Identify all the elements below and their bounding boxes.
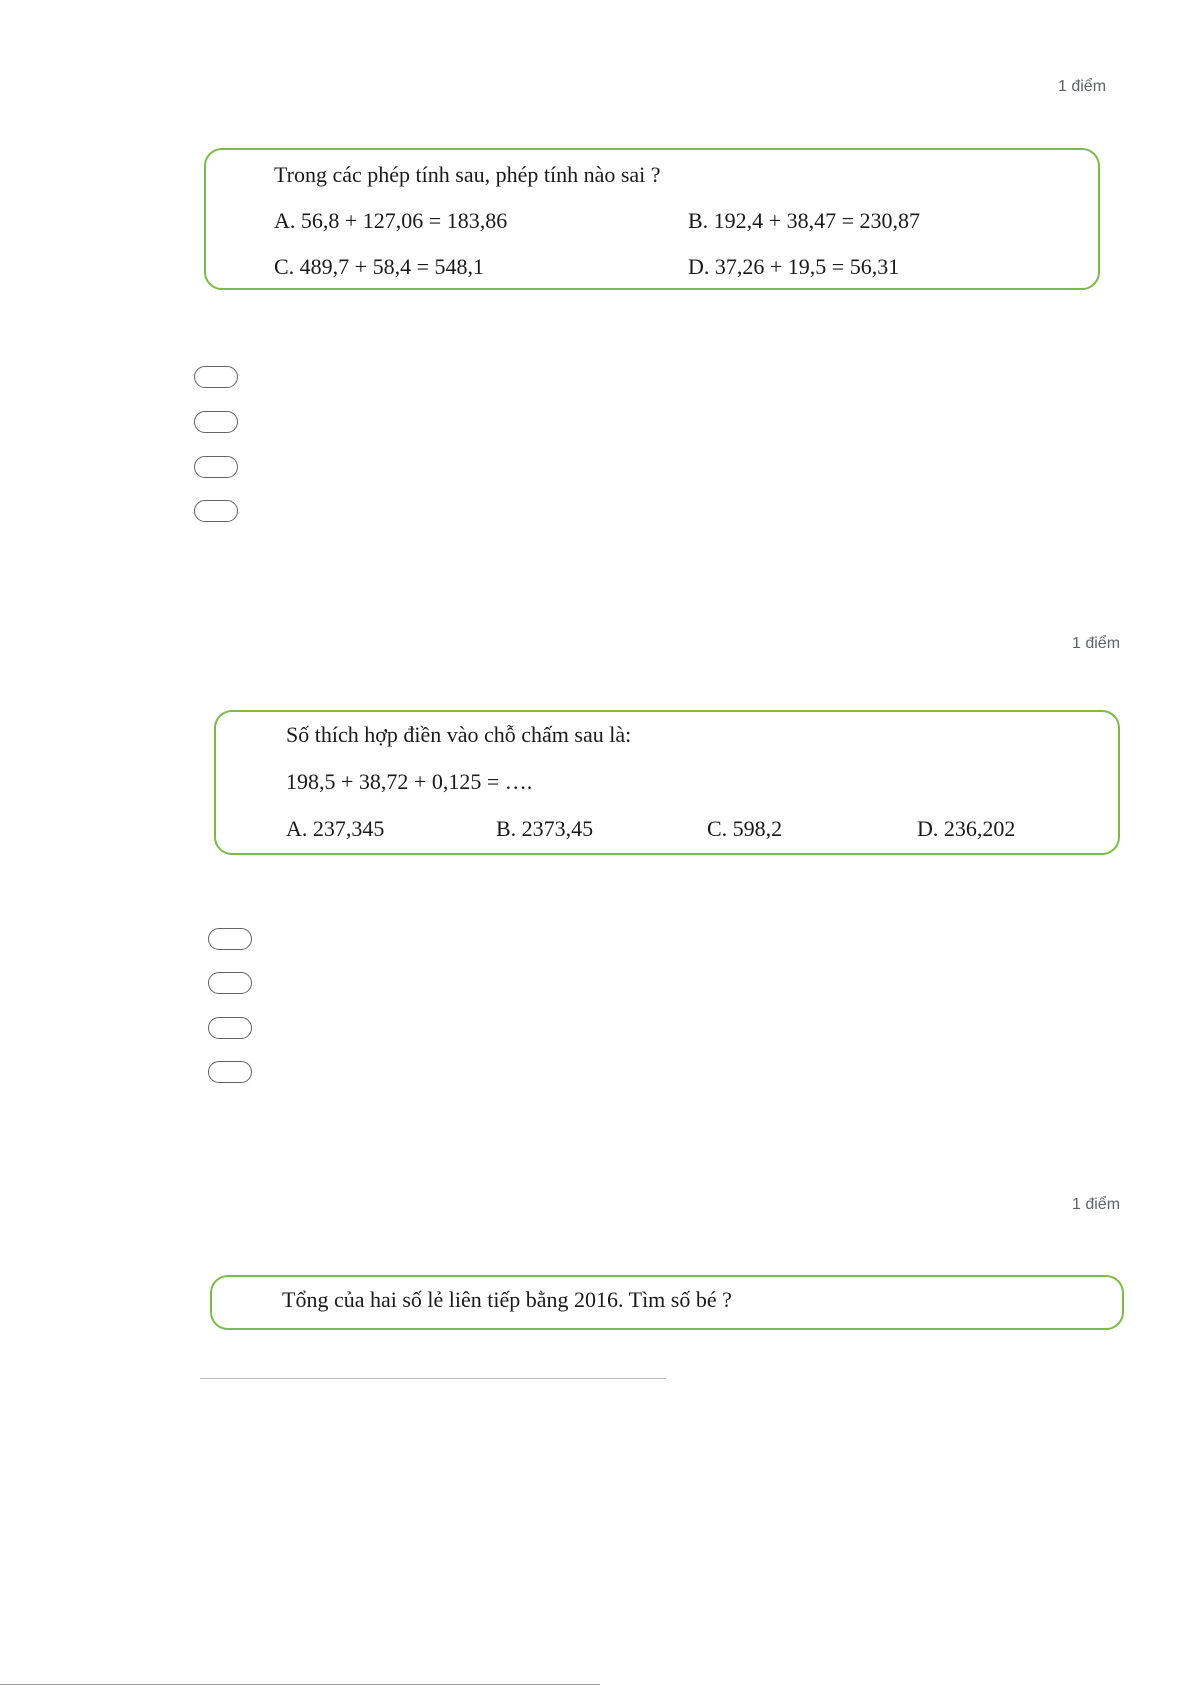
question-2-choice-3-radio[interactable] <box>208 1017 252 1039</box>
question-2-choice-1-radio[interactable] <box>208 928 252 950</box>
question-1-points: 1 điểm <box>1058 78 1107 95</box>
question-1-choice-1-radio[interactable] <box>194 366 238 388</box>
question-2-prompt: Số thích hợp điền vào chỗ chấm sau là: <box>286 722 632 747</box>
question-3-answer-input[interactable] <box>200 1378 666 1379</box>
question-3-points: 1 điểm <box>1072 1196 1121 1213</box>
question-2-option-b-text: B. 2373,45 <box>496 816 594 841</box>
question-2-option-a-text: A. 237,345 <box>286 816 385 841</box>
question-2-option-c-text: C. 598,2 <box>707 816 783 841</box>
question-1-choice-2-radio[interactable] <box>194 411 238 433</box>
question-2-choice-2-radio[interactable] <box>208 972 252 994</box>
question-1-choice-3-radio[interactable] <box>194 456 238 478</box>
question-3-image <box>210 1275 1124 1330</box>
question-1-image <box>204 148 1100 290</box>
question-2-choice-4-radio[interactable] <box>208 1061 252 1083</box>
question-3-prompt: Tổng của hai số lẻ liên tiếp bằng 2016. Tìm số bé ? <box>282 1287 732 1312</box>
question-1-prompt: Trong các phép tính sau, phép tính nào sai ? <box>274 162 661 187</box>
question-1-option-b-text: B. 192,4 + 38,47 = 230,87 <box>688 208 920 233</box>
question-2-option-d-text: D. 236,202 <box>917 816 1016 841</box>
question-2-image <box>214 710 1120 855</box>
question-1-choice-4-radio[interactable] <box>194 500 238 522</box>
question-1-option-d-text: D. 37,26 + 19,5 = 56,31 <box>688 254 900 279</box>
question-1-option-c-text: C. 489,7 + 58,4 = 548,1 <box>274 254 484 279</box>
question-2-expression: 198,5 + 38,72 + 0,125 = …. <box>286 769 533 794</box>
question-2-points: 1 điểm <box>1072 635 1121 652</box>
question-1-option-a-text: A. 56,8 + 127,06 = 183,86 <box>274 208 508 233</box>
